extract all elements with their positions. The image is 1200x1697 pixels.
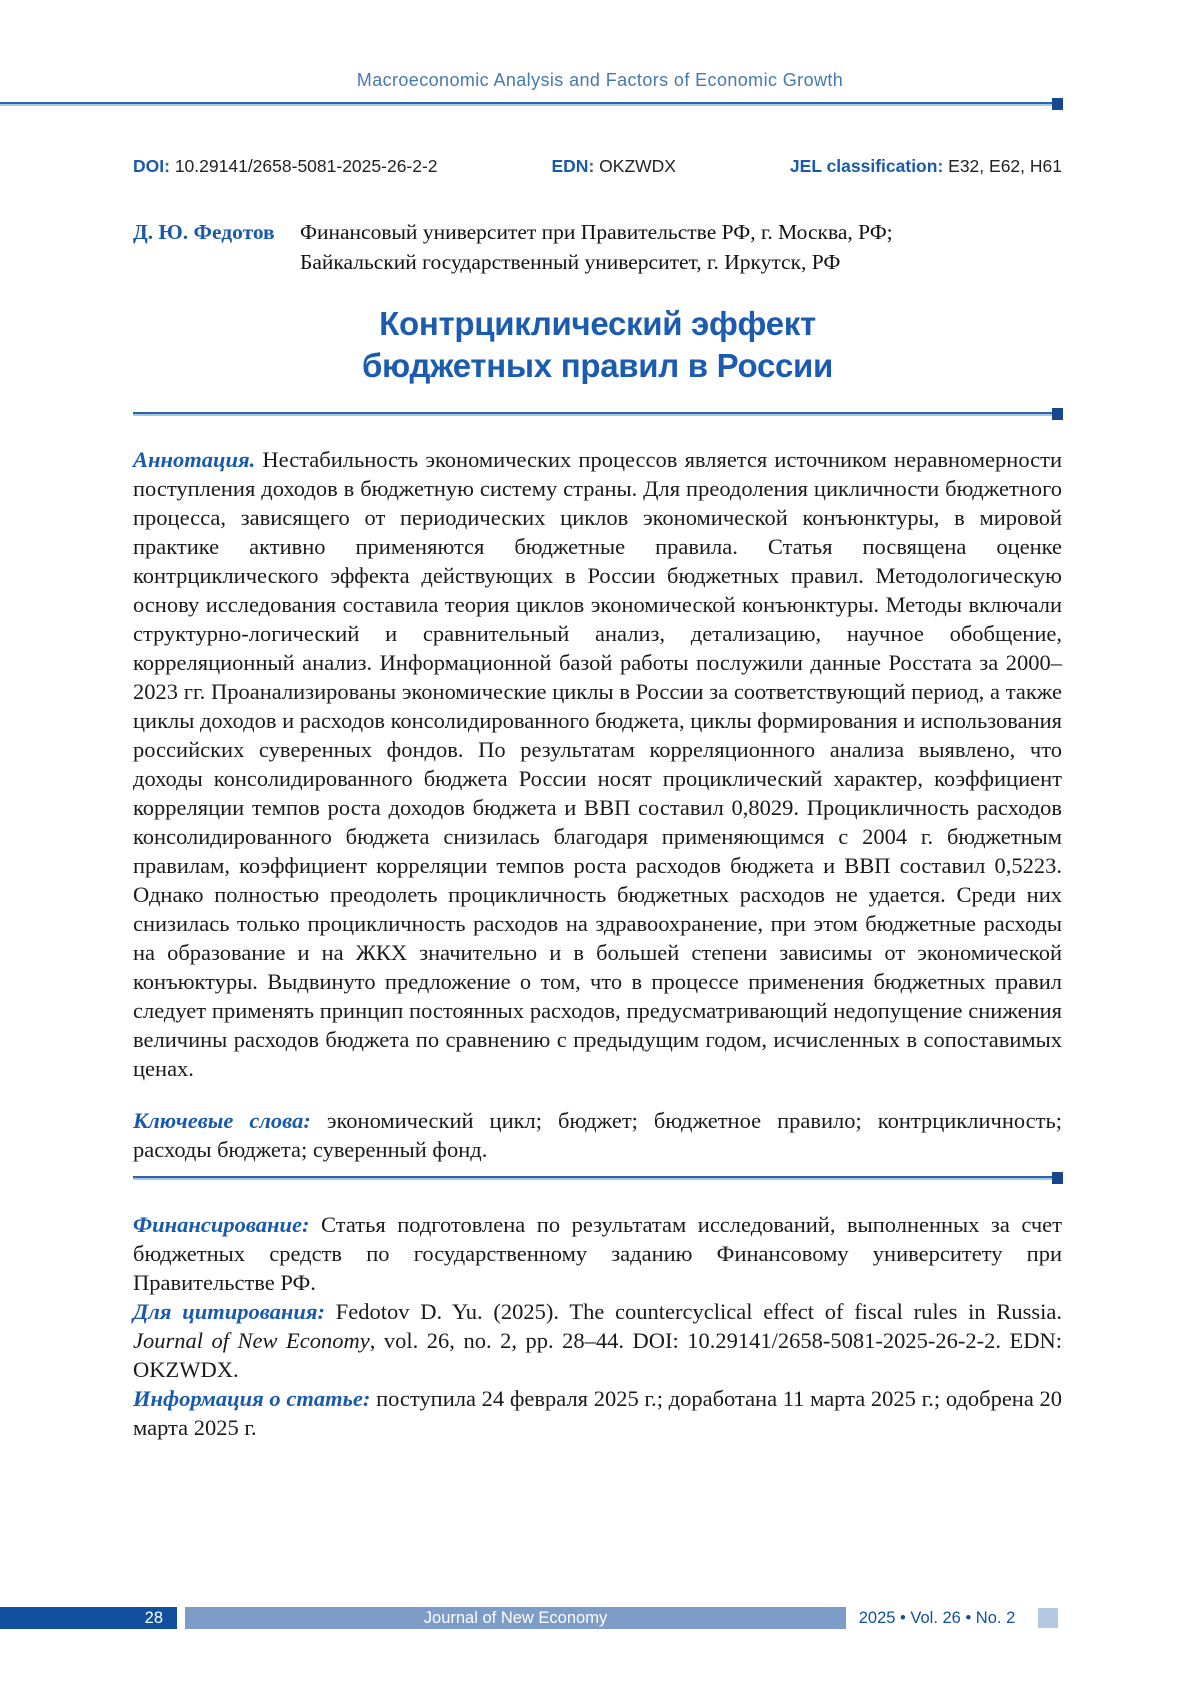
citation-text-before: Fedotov D. Yu. (2025). The countercyclical effect of fiscal rules in Russia.	[335, 1299, 1062, 1324]
footer-accent-square	[1038, 1608, 1058, 1628]
page-number: 28	[144, 1608, 163, 1627]
author-affiliations	[300, 217, 893, 277]
funding-label: Финансирование:	[133, 1212, 310, 1237]
author-block	[133, 217, 1062, 277]
rule-end-square	[1052, 408, 1063, 420]
funding-paragraph	[133, 1210, 1062, 1297]
funding-text: Статья подготовлена по результатам исследований, выполненных за счет бюджетных средств по государственному заданию Финансовому университету при Правительстве РФ.	[133, 1212, 1062, 1295]
article-info-label: Информация о статье:	[133, 1386, 371, 1411]
footer-journal-name: Journal of New Economy	[423, 1608, 608, 1627]
doi-label: DOI:	[133, 156, 170, 176]
keywords-rule	[133, 1176, 1062, 1180]
affiliation-line: Финансовый университет при Правительстве РФ, г. Москва, РФ;	[300, 220, 893, 244]
page-number-box	[0, 1607, 177, 1629]
article-title-line1: Контрциклический эффект	[379, 305, 816, 342]
title-rule	[133, 412, 1062, 416]
abstract-paragraph	[133, 445, 1062, 1083]
citation-journal-name: Journal of New Economy	[133, 1328, 370, 1353]
jel-label: JEL classification:	[789, 156, 944, 176]
citation-paragraph	[133, 1297, 1062, 1384]
doi-value: 10.29141/2658-5081-2025-26-2-2	[174, 156, 438, 176]
footer-journal-bar	[185, 1607, 846, 1629]
article-title-line2: бюджетных правил в России	[361, 347, 834, 384]
abstract-label: Аннотация.	[133, 447, 256, 472]
rule-end-square	[1052, 98, 1063, 110]
doi-item	[133, 156, 438, 177]
keywords-text: экономический цикл; бюджет; бюджетное правило; контрцикличность; расходы бюджета; суверенный фонд.	[133, 1108, 1062, 1162]
page-footer	[0, 1607, 1200, 1629]
keywords-label: Ключевые слова:	[133, 1108, 311, 1133]
article-title	[133, 303, 1062, 387]
jel-item	[790, 156, 1062, 177]
edn-label: EDN:	[551, 156, 595, 176]
header-rule	[0, 102, 1062, 106]
jel-value: E32, E62, H61	[948, 156, 1062, 176]
article-meta-row	[133, 156, 1062, 177]
abstract-text: Нестабильность экономических процессов является источником неравномерности поступления доходов в бюджетную систему страны. Для преодоления цикличности бюджетного процесса, зависящего от периодических циклов экономической конъюнктуры, в мировой практике активно применяются бюджетные правила. Статья посвящена оценке контрциклического эффекта действующих в России бюджетных правил. Методологическую основу исследования составила теория циклов экономической конъюнктуры. Методы включали структурно-логический и сравнительный анализ, детализацию, научное обобщение, корреляционный анализ. Информационной базой работы послужили данные Росстата за 2000–2023 гг. Проанализированы экономические циклы в России за соответствующий период, а также циклы доходов и расходов консолидированного бюджета, циклы формирования и использования российских суверенных фондов. По результатам корреляционного анализа выявлено, что доходы консолидированного бюджета России носят проциклический характер, коэффициент корреляции темпов роста доходов бюджета и ВВП составил 0,8029. Процикличность расходов консолидированного бюджета снизилась благодаря применяющимся с 2004 г. бюджетным правилам, коэффициент корреляции темпов роста расходов бюджета и ВВП составил 0,5223. Однако полностью преодолеть процикличность бюджетных расходов не удается. Среди них снизилась только процикличность расходов на здравоохранение, при этом бюджетные расходы на образование и на ЖКХ значительно и в большей степени зависимы от экономической конъюктуры. Выдвинуто предложение о том, что в процессе применения бюджетных правил следует применять принцип постоянных расходов, предусматривающий недопущение снижения величины расходов бюджета по сравнению с предыдущим годом, исчисленных в сопоставимых ценах.	[133, 447, 1063, 1081]
citation-label: Для цитирования:	[133, 1299, 326, 1324]
running-head: Macroeconomic Analysis and Factors of Economic Growth	[356, 70, 844, 90]
footer-issue-info: 2025 • Vol. 26 • No. 2	[858, 1608, 1016, 1627]
article-info-paragraph	[133, 1384, 1062, 1442]
article-info-text: поступила 24 февраля 2025 г.; доработана 11 марта 2025 г.; одобрена 20 марта 2025 г.	[133, 1386, 1063, 1440]
edn-value: OKZWDX	[599, 156, 676, 176]
keywords-paragraph	[133, 1106, 1062, 1164]
author-name: Д. Ю. Федотов	[133, 220, 275, 244]
backmatter-block	[133, 1210, 1062, 1442]
rule-end-square	[1052, 1172, 1063, 1184]
affiliation-line: Байкальский государственный университет, г. Иркутск, РФ	[300, 250, 841, 274]
citation-text-after: , vol. 26, no. 2, pp. 28–44. DOI: 10.29141/2658-5081-2025-26-2-2. EDN: OKZWDX.	[133, 1328, 1062, 1382]
edn-item	[552, 156, 676, 177]
